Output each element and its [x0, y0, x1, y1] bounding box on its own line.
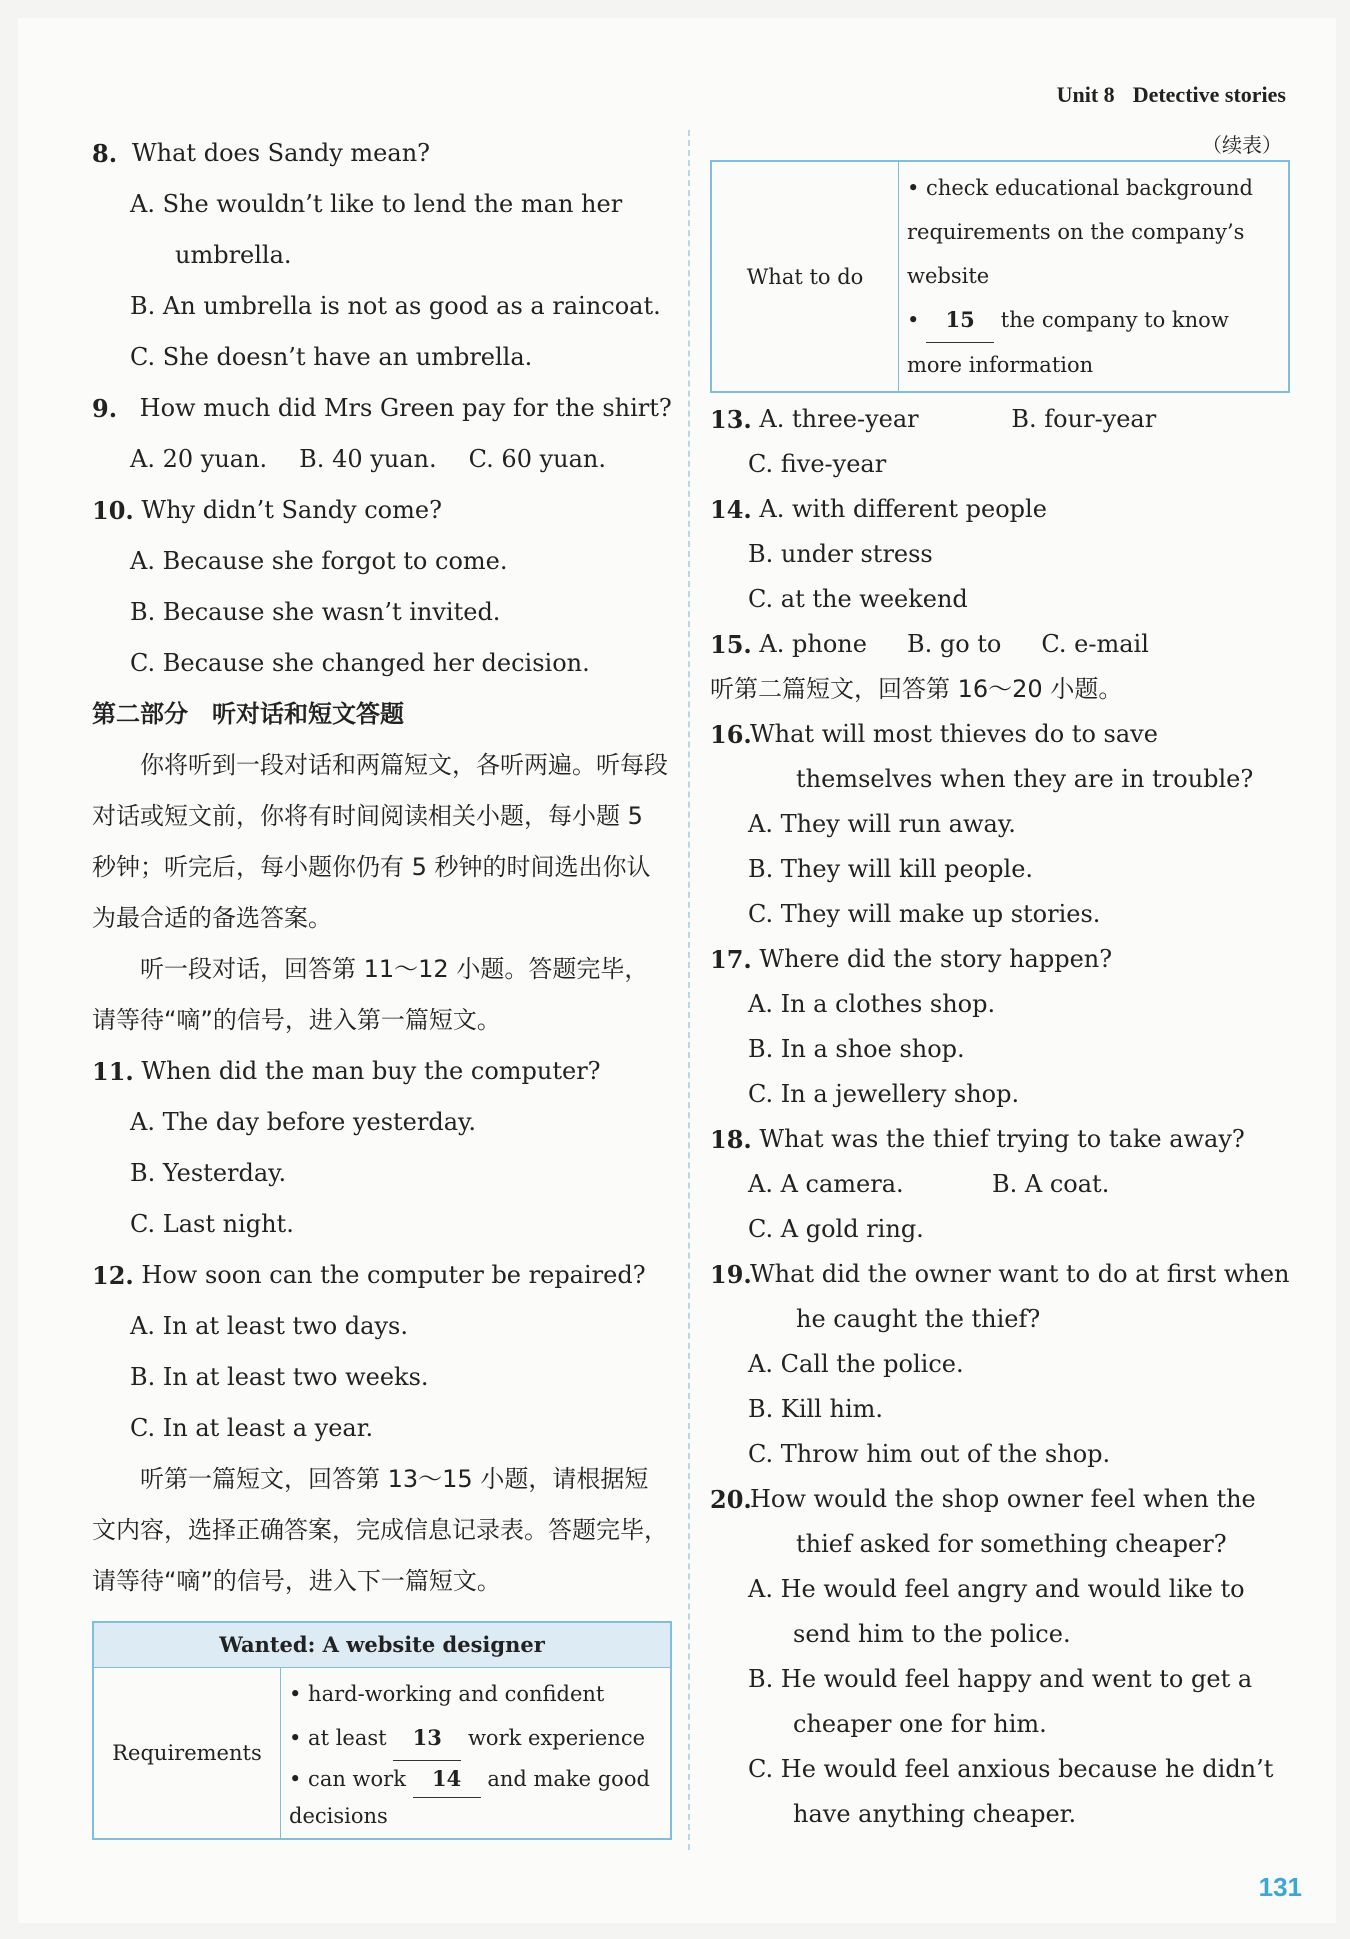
- option: C. Throw him out of the shop.: [748, 1440, 1111, 1468]
- option: C. five-year: [748, 450, 887, 478]
- option: C. They will make up stories.: [748, 900, 1101, 928]
- option: A. Because she forgot to come.: [130, 547, 508, 575]
- unit-label: Unit 8: [1056, 82, 1115, 107]
- option: C. She doesn’t have an umbrella.: [130, 343, 533, 371]
- option: B. Yesterday.: [130, 1159, 287, 1187]
- option: B. Because she wasn’t invited.: [130, 598, 501, 626]
- question-20: 20. How would the shop owner feel when the thief asked for something cheaper?: [710, 1485, 1256, 1558]
- unit-title: Detective stories: [1132, 82, 1286, 107]
- option-row: A. A camera. B. A coat.: [748, 1170, 1110, 1198]
- question-10: 10. Why didn’t Sandy come?: [92, 496, 442, 525]
- info-table: [92, 1621, 672, 1840]
- option: A. Call the police.: [748, 1350, 964, 1378]
- option: C. In at least a year.: [130, 1414, 374, 1442]
- table-title: Wanted: A website designer: [93, 1622, 671, 1668]
- question-8: 8. What does Sandy mean?: [92, 139, 431, 168]
- option: C. A gold ring.: [748, 1215, 924, 1243]
- continued-label: （续表）: [1202, 133, 1282, 157]
- option: C. Because she changed her decision.: [130, 649, 590, 677]
- question-15: 15. A. phone B. go to C. e-mail: [710, 630, 1149, 659]
- option: C. He would feel anxious because he didn’t have anything cheaper.: [748, 1755, 1274, 1828]
- passage2-instructions: 听第二篇短文，回答第 16～20 小题。: [710, 675, 1123, 703]
- option: B. Kill him.: [748, 1395, 883, 1423]
- option: A. The day before yesterday.: [130, 1108, 477, 1136]
- left-column: [92, 128, 672, 1840]
- option: C. In a jewellery shop.: [748, 1080, 1020, 1108]
- option: C. at the weekend: [748, 585, 968, 613]
- question-14: 14. A. with different people: [710, 495, 1047, 524]
- option: B. An umbrella is not as good as a raincoat.: [130, 292, 661, 320]
- question-19: 19. What did the owner want to do at first when he caught the thief?: [710, 1260, 1290, 1333]
- question-11: 11. When did the man buy the computer?: [92, 1057, 601, 1086]
- right-column: [710, 130, 1290, 1837]
- option: C. Last night.: [130, 1210, 294, 1238]
- requirements-label: Requirements: [93, 1668, 281, 1840]
- section-title: 第二部分 听对话和短文答题: [92, 700, 404, 728]
- blank-15: 15: [926, 298, 994, 343]
- option-row: A. 20 yuan. B. 40 yuan. C. 60 yuan.: [130, 445, 606, 473]
- question-13: 13. A. three-year B. four-year: [710, 405, 1157, 434]
- question-17: 17. Where did the story happen?: [710, 945, 1113, 974]
- page-number: 131: [1258, 1872, 1302, 1902]
- todo-label: What to do: [711, 161, 899, 392]
- option: A. They will run away.: [748, 810, 1016, 838]
- blank-13: 13: [393, 1716, 461, 1761]
- question-18: 18. What was the thief trying to take away?: [710, 1125, 1245, 1154]
- column-divider: [688, 130, 690, 1850]
- requirements-list: • hard-working and confident • at least 13 work experience • can work 14 and make good decisions: [281, 1668, 672, 1840]
- option: A. He would feel angry and would like to send him to the police.: [748, 1575, 1245, 1648]
- question-9: 9. How much did Mrs Green pay for the shirt?: [92, 394, 672, 423]
- option: B. He would feel happy and went to get a cheaper one for him.: [748, 1665, 1253, 1738]
- option: B. They will kill people.: [748, 855, 1034, 883]
- blank-14: 14: [413, 1761, 481, 1798]
- option: A. In at least two days.: [130, 1312, 408, 1340]
- info-table-continued: [710, 160, 1290, 393]
- todo-list: • check educational background requirements on the company’s website • 15 the company to know more information: [899, 161, 1290, 392]
- question-16: 16. What will most thieves do to save themselves when they are in trouble?: [710, 720, 1254, 793]
- option: A. She wouldn’t like to lend the man her umbrella.: [130, 190, 623, 269]
- option: B. In a shoe shop.: [748, 1035, 965, 1063]
- instructions: 你将听到一段对话和两篇短文，各听两遍。听每段对话或短文前，你将有时间阅读相关小题，每小题 5 秒钟；听完后，每小题你仍有 5 秒钟的时间选出你认为最合适的备选答案。: [92, 751, 668, 932]
- option: B. In at least two weeks.: [130, 1363, 429, 1391]
- passage1-instructions: 听第一篇短文，回答第 13～15 小题，请根据短文内容，选择正确答案，完成信息记录表。答题完毕，请等待“嘀”的信号，进入下一篇短文。: [92, 1465, 668, 1595]
- option: A. In a clothes shop.: [748, 990, 996, 1018]
- option: B. under stress: [748, 540, 933, 568]
- question-12: 12. How soon can the computer be repaired?: [92, 1261, 646, 1290]
- dialog-instructions: 听一段对话，回答第 11～12 小题。答题完毕，请等待“嘀”的信号，进入第一篇短文。: [92, 955, 649, 1034]
- page-header: [1039, 82, 1286, 108]
